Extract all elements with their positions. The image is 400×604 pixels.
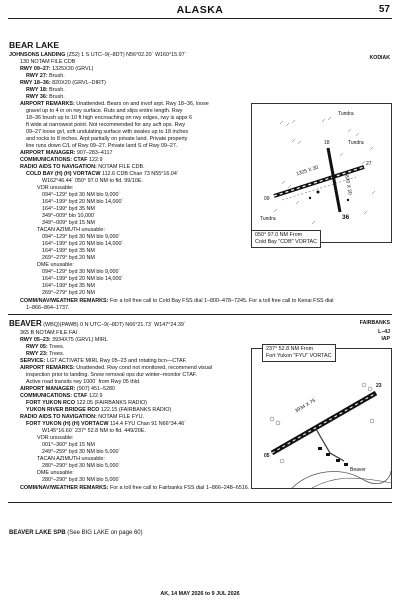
terrain-label-tundra: Tundra xyxy=(338,111,354,117)
rco-label: FORT YUKON RCO xyxy=(26,400,76,406)
comm-nav-weather-label: COMM/NAV/WEATHER REMARKS: xyxy=(20,485,109,491)
runway-end-label: RWY 23: xyxy=(26,351,48,357)
terrain-label-tundra: Tundra xyxy=(348,140,364,146)
runway-number-23: 23 xyxy=(376,383,382,389)
remarks-text: gravel up to 4 in on rwy surface. Ruts and slips entire length. Rwy xyxy=(26,108,183,114)
remarks-text: Unattended. Rwy cond not monitored, recommend visual xyxy=(74,365,213,371)
tacan-unusable-label: TACAN AZIMUTH unusable: xyxy=(37,456,105,462)
runway-value: 3934X75 (GRVL) MIRL xyxy=(50,337,108,343)
terrain-label-tundra: Tundra xyxy=(260,216,276,222)
runway-end-value: Brush. xyxy=(47,87,65,93)
cross-reference: (See BIG LAKE on page 60) xyxy=(65,530,143,536)
elevation-notam: 130 NOTAM FILE CDB xyxy=(20,59,76,65)
elevation-notam: 365 B NOTAM FILE FAI xyxy=(20,330,78,336)
vor-restriction: 001°–360° byd 15 NM xyxy=(42,442,95,448)
river-shoreline xyxy=(292,471,391,488)
remarks-text: inspection prior to landing. Snow removal ops dur winter–monitor CTAF. xyxy=(26,372,197,378)
dme-unusable-label: DME unusable: xyxy=(37,470,74,476)
city-heading-bear-lake: BEAR LAKE xyxy=(9,40,60,50)
runway-end-label: RWY 05: xyxy=(26,344,48,350)
radio-aids-label: RADIO AIDS TO NAVIGATION: xyxy=(20,414,97,420)
vortac-label: COLD BAY (H) (H) VORTACW xyxy=(26,171,101,177)
airport-name: BEAVER xyxy=(9,319,42,328)
town-label-beaver: Beaver xyxy=(350,467,366,473)
comm-label: COMMUNICATIONS: CTAF xyxy=(20,393,88,399)
page-number: 57 xyxy=(378,4,390,15)
remarks-text: 18–36 brush up to 10 ft high encroaching on rwy edges, rwy is appx 6 xyxy=(26,115,193,121)
sectional-label: FAIRBANKS xyxy=(359,320,390,326)
ctaf-frequency: 122.9 xyxy=(87,157,103,163)
dme-restriction: 269°–279° byd 20 NM xyxy=(42,290,95,296)
callout-line: Cold Bay "CDB" VORTAC xyxy=(255,238,318,245)
rco-value: 122.05 (FAIRBANKS RADIO) xyxy=(75,400,147,406)
rco-label: YUKON RIVER BRIDGE RCO xyxy=(26,407,100,413)
section-rule xyxy=(8,502,392,503)
remarks-text: Unattended. Bears on and invof arpt. Rwy 18–36, loose xyxy=(74,101,209,107)
ctaf-frequency: 122.9 xyxy=(87,393,103,399)
manager-label: AIRPORT MANAGER: xyxy=(20,150,76,156)
runway-end-label: RWY 27: xyxy=(26,73,48,79)
tundra-symbols xyxy=(274,117,375,224)
remarks-label: AIRPORT REMARKS: xyxy=(20,101,75,107)
dme-restriction: 164°–199° byd 20 NM blo 14,000´ xyxy=(42,276,124,282)
dme-restriction: 164°–199° byd 35 NM xyxy=(42,283,95,289)
runway-dimension-label: 820 X 20 xyxy=(343,174,353,196)
effective-dates-footer: AK, 14 MAY 2026 to 9 JUL 2026 xyxy=(160,591,240,597)
runway-end-value: Brush. xyxy=(47,94,65,100)
airport-diagram-beaver xyxy=(251,348,392,489)
vor-restriction: 164°–199° byd 20 NM blo 14,000´ xyxy=(42,199,124,205)
comm-label: COMMUNICATIONS: CTAF xyxy=(20,157,88,163)
remarks-label: AIRPORT REMARKS: xyxy=(20,365,75,371)
runway-number-27: 27 xyxy=(366,161,372,167)
runway-end-value: Trees. xyxy=(47,351,65,357)
vor-unusable-label: VOR unusable: xyxy=(37,435,74,441)
vortac-position: W162°46.44´ 050° 97.0 NM to fld. 99/10E. xyxy=(42,178,143,184)
tacan-restriction: 164°–199° byd 35 NM xyxy=(42,248,95,254)
runway-value: 1325X30 (GRVL) xyxy=(50,66,94,72)
runway-end-label: RWY 18: xyxy=(26,87,48,93)
remarks-text: ft wide at narrowest point. Not recommended for any acft ops. Rwy xyxy=(26,122,186,128)
manager-phone: (907) 451–5280 xyxy=(75,386,115,392)
tacan-restriction: 280°–290° byd 30 NM blo 5,000´ xyxy=(42,463,121,469)
page-title: ALASKA xyxy=(176,4,224,16)
vortac-value: 114.4 FYU Chan 91 N66°34.46´ xyxy=(108,421,187,427)
vor-restriction: 164°–199° byd 35 NM xyxy=(42,206,95,212)
comm-nav-weather-text: 1–866–864–1737. xyxy=(26,305,70,311)
airport-diagram-johnsons-landing xyxy=(251,103,392,243)
vor-restriction: 349°–009° byd 15 NM xyxy=(42,220,95,226)
runway-diagram xyxy=(252,349,391,488)
comm-nav-weather-text: For a toll free call to Cold Bay FSS dial 1–800–478–7245. For a toll free call to Kenai FSS dial xyxy=(108,298,334,304)
tacan-restriction: 094°–129° byd 30 NM blo 9,000´ xyxy=(42,234,121,240)
enroute-chart-label: L–4J xyxy=(378,329,390,335)
header-rule xyxy=(8,18,392,19)
service-text: LGT ACTIVATE MIRL Rwy 05–23 and rotating bcn—CTAF. xyxy=(45,358,187,364)
runway-value: 820X20 (GRVL–DIRT) xyxy=(50,80,106,86)
vor-unusable-label: VOR unusable: xyxy=(37,185,74,191)
vortac-value: 112.6 CDB Chan 73 N55°16.04´ xyxy=(100,171,179,177)
manager-label: AIRPORT MANAGER: xyxy=(20,386,76,392)
airport-location: (WBQ)(PAWB) 0 N UTC–9(–8DT) N66°21.73´ W147°24.39´ xyxy=(41,322,186,328)
runway-end-value: Trees. xyxy=(47,344,65,350)
runway-number-09: 09 xyxy=(264,196,270,202)
runway-dimension-label: 1325 X 30 xyxy=(295,164,320,178)
airport-name: BEAVER LAKE SPB xyxy=(9,530,66,536)
dme-restriction: 280°–290° byd 30 NM blo 5,000´ xyxy=(42,477,121,483)
vortac-position: W145°16.60´ 237° 52.8 NM to fld. 449/20E. xyxy=(42,428,146,434)
radio-aids-label: RADIO AIDS TO NAVIGATION: xyxy=(20,164,97,170)
vortac-callout xyxy=(262,344,336,362)
airport-location: (Z52) 1 S UTC–9(–8DT) N56°02.20´ W160°15.97´ xyxy=(65,52,187,58)
sectional-label: KODIAK xyxy=(369,55,390,61)
runway-label: RWY 09–27: xyxy=(20,66,51,72)
callout-line: 050° 97.0 NM From xyxy=(255,232,303,238)
runway-number-18: 18 xyxy=(324,140,330,146)
road xyxy=(316,429,344,461)
vor-restriction: 349°–009° blo 10,000´ xyxy=(42,213,96,219)
radio-aids-value: NOTAM FILE FYU. xyxy=(96,414,144,420)
radio-aids-value: NOTAM FILE CDB. xyxy=(96,164,145,170)
dme-restriction: 094°–129° byd 30 NM blo 9,000´ xyxy=(42,269,121,275)
comm-nav-weather-text: For a toll free call to Fairbanks FSS dial 1–866–248–6516. xyxy=(108,485,250,491)
vor-restriction: 249°–259° byd 30 NM blo 5,000´ xyxy=(42,449,121,455)
remarks-text: 09–27 loose gvl, soft undulating surface with swales up to 18 inches xyxy=(26,129,189,135)
airport-name: JOHNSONS LANDING xyxy=(9,52,66,58)
runway-label: RWY 05–23: xyxy=(20,337,51,343)
runway-number-05: 05 xyxy=(264,453,270,459)
dme-unusable-label: DME unusable: xyxy=(37,262,74,268)
iap-label: IAP xyxy=(381,336,390,342)
manager-phone: 907–283–4117 xyxy=(75,150,113,156)
vor-restriction: 094°–129° byd 30 NM blo 9,000´ xyxy=(42,192,121,198)
remarks-text: and rocks to 8 inches. Arpt partially on private land. Private property xyxy=(26,136,188,142)
runway-number-36: 36 xyxy=(342,214,350,221)
tacan-restriction: 269°–279° byd 20 NM xyxy=(42,255,95,261)
rco-value: 122.15 (FAIRBANKS RADIO) xyxy=(99,407,172,413)
comm-nav-weather-label: COMM/NAV/WEATHER REMARKS: xyxy=(20,298,109,304)
section-rule xyxy=(8,314,392,315)
tacan-unusable-label: TACAN AZIMUTH unusable: xyxy=(37,227,105,233)
runway-end-value: Brush. xyxy=(47,73,65,79)
callout-line: 237° 52.8 NM From xyxy=(266,346,314,352)
runway-dimension-label: 3934 X 75 xyxy=(294,397,317,415)
remarks-text: line runs down C/L of Rwy 09–27. Private land S of Rwy 09–27. xyxy=(26,143,178,149)
remarks-text: Active road transits rwy 1000´ from Rwy 05 thld. xyxy=(26,379,141,385)
service-label: SERVICE: xyxy=(20,358,46,364)
callout-line: Fort Yukon "FYU" VORTAC xyxy=(266,352,332,359)
vortac-callout xyxy=(251,230,321,248)
tacan-restriction: 164°–199° byd 20 NM blo 14,000´ xyxy=(42,241,124,247)
runway-label: RWY 18–36: xyxy=(20,80,51,86)
vortac-label: FORT YUKON (H) (H) VORTACW xyxy=(26,421,109,427)
runway-end-label: RWY 36: xyxy=(26,94,48,100)
